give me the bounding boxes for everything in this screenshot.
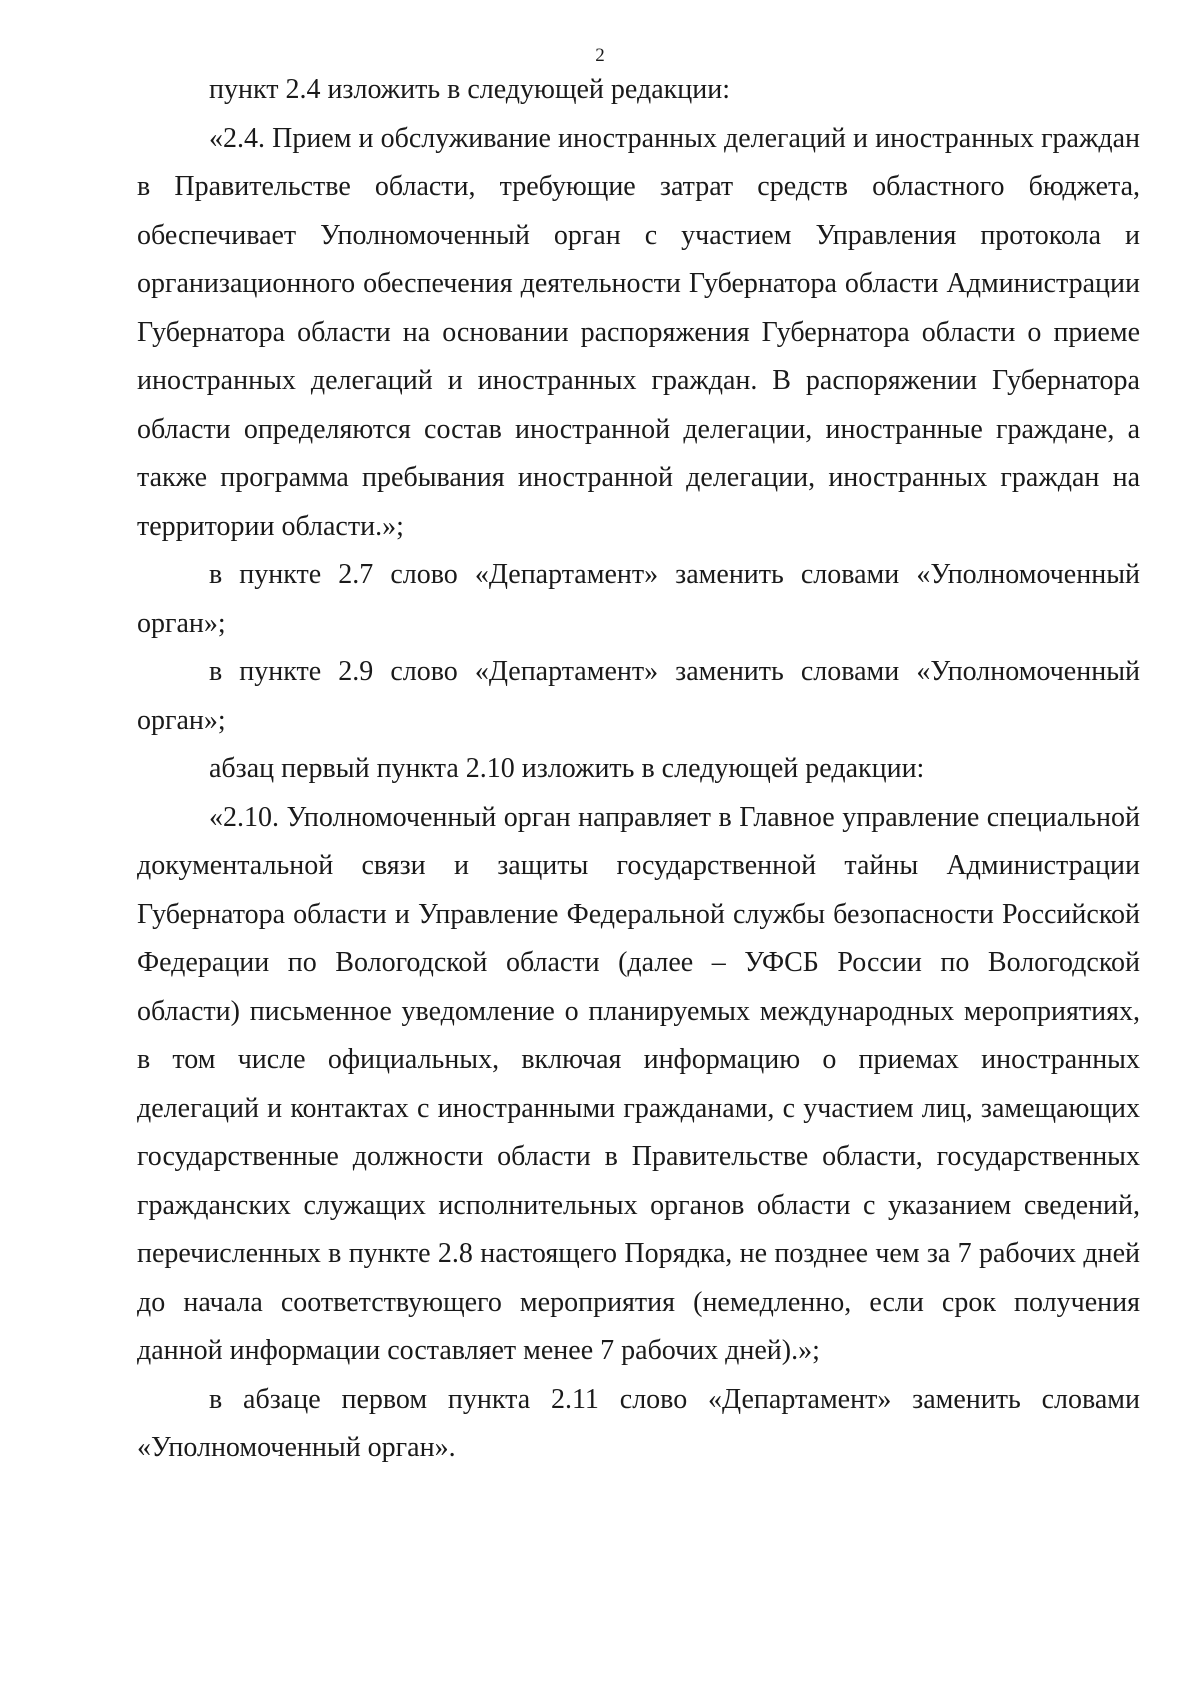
- paragraph-clause-2-4: «2.4. Прием и обслуживание иностранных делегаций и иностранных граждан в Правительстве области, требующие затрат средств областного бюджета, обеспечивает Уполномоченный орган с участием Управления протокола и организационного обеспечения деятельности Губернатора области Администрации Губернатора области на основании распоряжения Губернатора области о приеме иностранных делегаций и иностранных граждан. В распоряжении Губернатора области определяются состав иностранной делегации, иностранные граждане, а также программа пребывания иностранной делегации, иностранных граждан на территории области.»;: [137, 122, 1140, 542]
- paragraph-amend-2-4-intro: пункт 2.4 изложить в следующей редакции:: [209, 74, 730, 105]
- page-number: 2: [595, 45, 605, 66]
- paragraph-amend-2-7: в пункте 2.7 слово «Департамент» заменить словами «Уполномоченный орган»;: [137, 559, 1140, 639]
- paragraph-amend-2-11: в абзаце первом пункта 2.11 слово «Департамент» заменить словами «Уполномоченный орган».: [137, 1383, 1140, 1463]
- paragraph-amend-2-10-intro: абзац первый пункта 2.10 изложить в следующей редакции:: [209, 753, 925, 784]
- paragraph-clause-2-10: «2.10. Уполномоченный орган направляет в Главное управление специальной документальной связи и защиты государственной тайны Администрации Губернатора области и Управление Федеральной службы безопасности Российской Федерации по Вологодской области (далее – УФСБ России по Вологодской области) письменное уведомление о планируемых международных мероприятиях, в том числе официальных, включая информацию о приемах иностранных делегаций и контактах с иностранными гражданами, с участием лиц, замещающих государственные должности области в Правительстве области, государственных гражданских служащих исполнительных органов области с указанием сведений, перечисленных в пункте 2.8 настоящего Порядка, не позднее чем за 7 рабочих дней до начала соответствующего мероприятия (немедленно, если срок получения данной информации составляет менее 7 рабочих дней).»;: [137, 801, 1140, 1366]
- paragraph-amend-2-9: в пункте 2.9 слово «Департамент» заменить словами «Уполномоченный орган»;: [137, 656, 1140, 736]
- document-body: [137, 66, 1140, 1473]
